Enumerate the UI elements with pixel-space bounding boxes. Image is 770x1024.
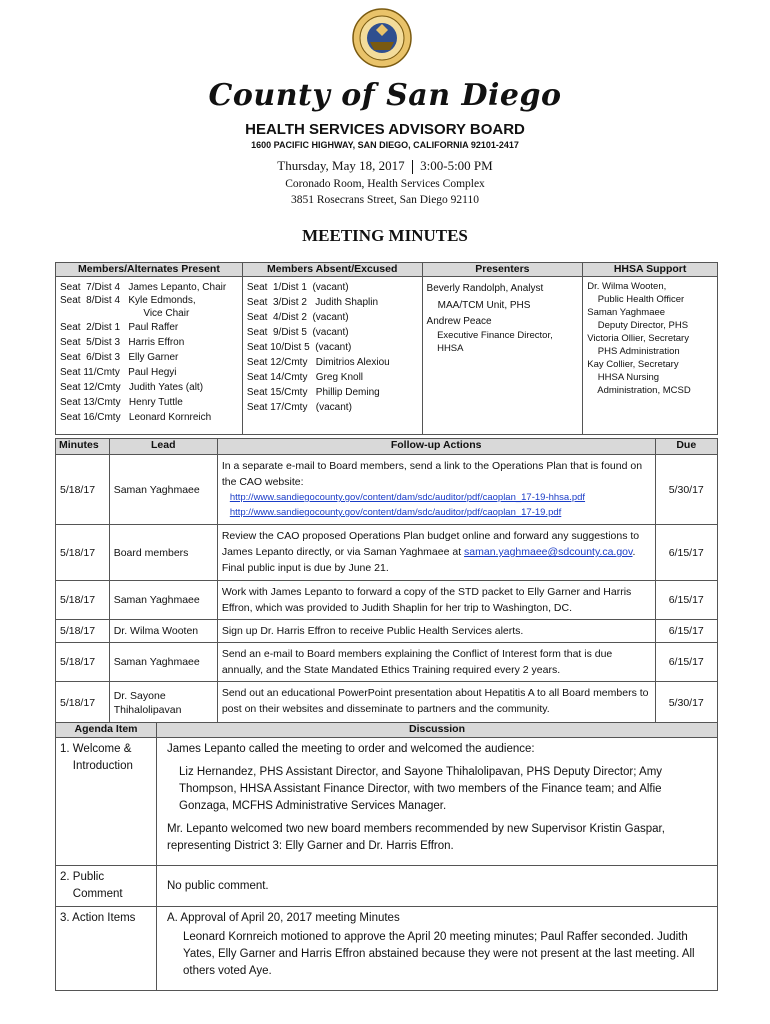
meeting-date: Thursday, May 18, 2017 (277, 158, 405, 173)
agenda-discussion (157, 738, 718, 866)
support-header: HHSA Support (583, 263, 718, 277)
email-link[interactable]: saman.yaghmaee@sdcounty.ca.gov (464, 546, 633, 558)
presenter-entry: HHSA (426, 343, 464, 354)
support-list (583, 277, 718, 435)
absent-entry: Seat 9/Dist 5 (vacant) (246, 327, 349, 338)
agenda-item: 1. Welcome & Introduction (56, 738, 157, 866)
present-list (56, 277, 243, 435)
row-action (217, 455, 655, 525)
agenda-table (55, 722, 718, 991)
discussion-header: Discussion (157, 723, 718, 738)
actions-header: Follow-up Actions (217, 439, 655, 455)
support-entry: Saman Yaghmaee (587, 307, 666, 318)
absent-entry: Seat 14/Cmty Greg Knoll (246, 372, 364, 383)
absent-entry: Seat 17/Cmty (vacant) (246, 402, 352, 413)
row-action: Send an e-mail to Board members explaining the Conflict of Interest form that is due annually, and the State Mandated Ethics Training required every 2 years. (217, 643, 655, 682)
support-entry: Public Health Officer (587, 294, 685, 305)
meeting-time: 3:00-5:00 PM (420, 158, 493, 173)
meeting-datetime (0, 158, 770, 174)
row-action-text: In a separate e-mail to Board members, send a link to the Operations Plan that is found on the CAO website: (221, 460, 643, 488)
attendance-table (55, 262, 718, 435)
board-name: HEALTH SERVICES ADVISORY BOARD (245, 121, 525, 138)
row-lead: Dr. Wilma Wooten (109, 620, 217, 643)
present-entry: Seat 8/Dist 4 Kyle Edmonds, (60, 295, 196, 306)
absent-entry: Seat 4/Dist 2 (vacant) (246, 312, 349, 323)
agenda-discussion (157, 907, 718, 991)
row-action: Send out an educational PowerPoint presentation about Hepatitis A to all Board members to post on their websites and disseminate to partners and the community. (217, 682, 655, 724)
row-due: 5/30/17 (655, 455, 718, 525)
lead-header: Lead (109, 439, 217, 455)
table-row (56, 525, 718, 581)
support-entry: PHS Administration (587, 346, 680, 357)
support-entry: Victoria Ollier, Secretary (587, 333, 689, 344)
minutes-header: Minutes (56, 439, 110, 455)
present-entry: Seat 2/Dist 1 Paul Raffer (60, 322, 179, 333)
table-row (56, 620, 718, 643)
discussion-paragraph: Mr. Lepanto welcomed two new board members recommended by new Supervisor Kristin Gaspar, representing District 3: Elly Garner and Dr. Harris Effron. (167, 823, 665, 852)
row-action-tail: . Final public input is due by June 21. (221, 546, 636, 574)
absent-entry: Seat 10/Dist 5 (vacant) (246, 342, 352, 353)
row-date: 5/18/17 (56, 620, 110, 643)
absent-header: Members Absent/Excused (242, 263, 422, 277)
absent-entry: Seat 15/Cmty Phillip Deming (246, 387, 380, 398)
row-action (217, 525, 655, 581)
support-entry: HHSA Nursing (587, 372, 660, 383)
county-title: County of San Diego (208, 78, 562, 113)
row-date: 5/18/17 (56, 682, 110, 724)
support-entry: Administration, MCSD (587, 385, 691, 396)
table-row (56, 682, 718, 724)
table-row (56, 643, 718, 682)
discussion-paragraph: Liz Hernandez, PHS Assistant Director, and Sayone Thihalolipavan, PHS Deputy Director; Amy Thompson, HHSA Assistant Finance Director, with two members of the Finance team; and Alfie Gonzaga, MCFHS Administrative Services Manager. (179, 766, 663, 812)
absent-entry: Seat 1/Dist 1 (vacant) (246, 282, 349, 293)
agenda-item: 2. Public Comment (56, 866, 157, 907)
followup-table (55, 438, 718, 724)
presenter-entry: Beverly Randolph, Analyst (426, 283, 544, 294)
board-address: 1600 PACIFIC HIGHWAY, SAN DIEGO, CALIFORNIA 92101-2417 (251, 140, 519, 150)
support-entry: Deputy Director, PHS (587, 320, 689, 331)
meeting-room: Coronado Room, Health Services Complex (285, 178, 485, 190)
discussion-paragraph: James Lepanto called the meeting to order and welcomed the audience: (167, 743, 535, 755)
date-separator (412, 160, 413, 174)
present-entry: Seat 16/Cmty Leonard Kornreich (60, 412, 212, 423)
row-due: 6/15/17 (655, 525, 718, 581)
operations-plan-link[interactable]: http://www.sandiegocounty.gov/content/dam/sdc/auditor/pdf/caoplan_17-19.pdf (229, 507, 562, 518)
agenda-discussion: No public comment. (157, 866, 718, 907)
row-due: 6/15/17 (655, 643, 718, 682)
county-seal-logo (352, 8, 412, 68)
agenda-item-header: Agenda Item (56, 723, 157, 738)
present-entry: Seat 11/Cmty Paul Hegyi (60, 367, 177, 378)
present-entry: Seat 5/Dist 3 Harris Effron (60, 337, 185, 348)
support-entry: Dr. Wilma Wooten, (587, 281, 667, 292)
agenda-item: 3. Action Items (56, 907, 157, 991)
present-entry: Vice Chair (60, 308, 190, 319)
absent-list (242, 277, 422, 435)
absent-entry: Seat 3/Dist 2 Judith Shaplin (246, 297, 379, 308)
due-header: Due (655, 439, 718, 455)
row-lead: Saman Yaghmaee (109, 455, 217, 525)
row-due: 6/15/17 (655, 620, 718, 643)
row-action: Sign up Dr. Harris Effron to receive Public Health Services alerts. (217, 620, 655, 643)
agenda-row (56, 866, 718, 907)
operations-plan-link-hhsa[interactable]: http://www.sandiegocounty.gov/content/dam/sdc/auditor/pdf/caoplan_17-19-hhsa.pdf (229, 492, 586, 503)
support-entry: Kay Collier, Secretary (587, 359, 679, 370)
row-action-text: Review the CAO proposed Operations Plan budget online and forward any suggestions to James Lepanto directly, or via Saman Yaghmaee at (221, 530, 640, 558)
table-row (56, 455, 718, 525)
absent-entry: Seat 12/Cmty Dimitrios Alexiou (246, 357, 390, 368)
presenter-entry: Andrew Peace (426, 316, 492, 327)
row-due: 6/15/17 (655, 581, 718, 620)
discussion-paragraph: Leonard Kornreich motioned to approve the April 20 meeting minutes; Paul Raffer seconded. Judith Yates, Elly Garner and Harris Effron abstained because they were not present at the last meeting. All others voted Aye. (183, 931, 695, 977)
present-entry: Seat 6/Dist 3 Elly Garner (60, 352, 179, 363)
row-lead: Saman Yaghmaee (109, 643, 217, 682)
row-date: 5/18/17 (56, 643, 110, 682)
row-date: 5/18/17 (56, 581, 110, 620)
presenters-header: Presenters (422, 263, 583, 277)
row-date: 5/18/17 (56, 455, 110, 525)
present-header: Members/Alternates Present (56, 263, 243, 277)
agenda-row (56, 738, 718, 866)
meeting-street: 3851 Rosecrans Street, San Diego 92110 (290, 194, 479, 206)
table-row (56, 581, 718, 620)
presenter-entry: MAA/TCM Unit, PHS (426, 300, 531, 311)
agenda-row (56, 907, 718, 991)
row-lead: Saman Yaghmaee (109, 581, 217, 620)
discussion-paragraph: A. Approval of April 20, 2017 meeting Minutes (167, 912, 400, 924)
row-due: 5/30/17 (655, 682, 718, 724)
row-date: 5/18/17 (56, 525, 110, 581)
presenters-list (422, 277, 583, 435)
present-entry: Seat 12/Cmty Judith Yates (alt) (60, 382, 204, 393)
presenter-entry: Executive Finance Director, (426, 330, 553, 341)
row-lead: Board members (109, 525, 217, 581)
present-entry: Seat 13/Cmty Henry Tuttle (60, 397, 183, 408)
document-title: MEETING MINUTES (302, 226, 468, 245)
present-entry: Seat 7/Dist 4 James Lepanto, Chair (60, 282, 227, 293)
row-lead: Dr. Sayone Thihalolipavan (109, 682, 217, 724)
row-action: Work with James Lepanto to forward a copy of the STD packet to Elly Garner and Harris Effron, which was provided to Judith Shaplin for her trip to Washington, DC. (217, 581, 655, 620)
